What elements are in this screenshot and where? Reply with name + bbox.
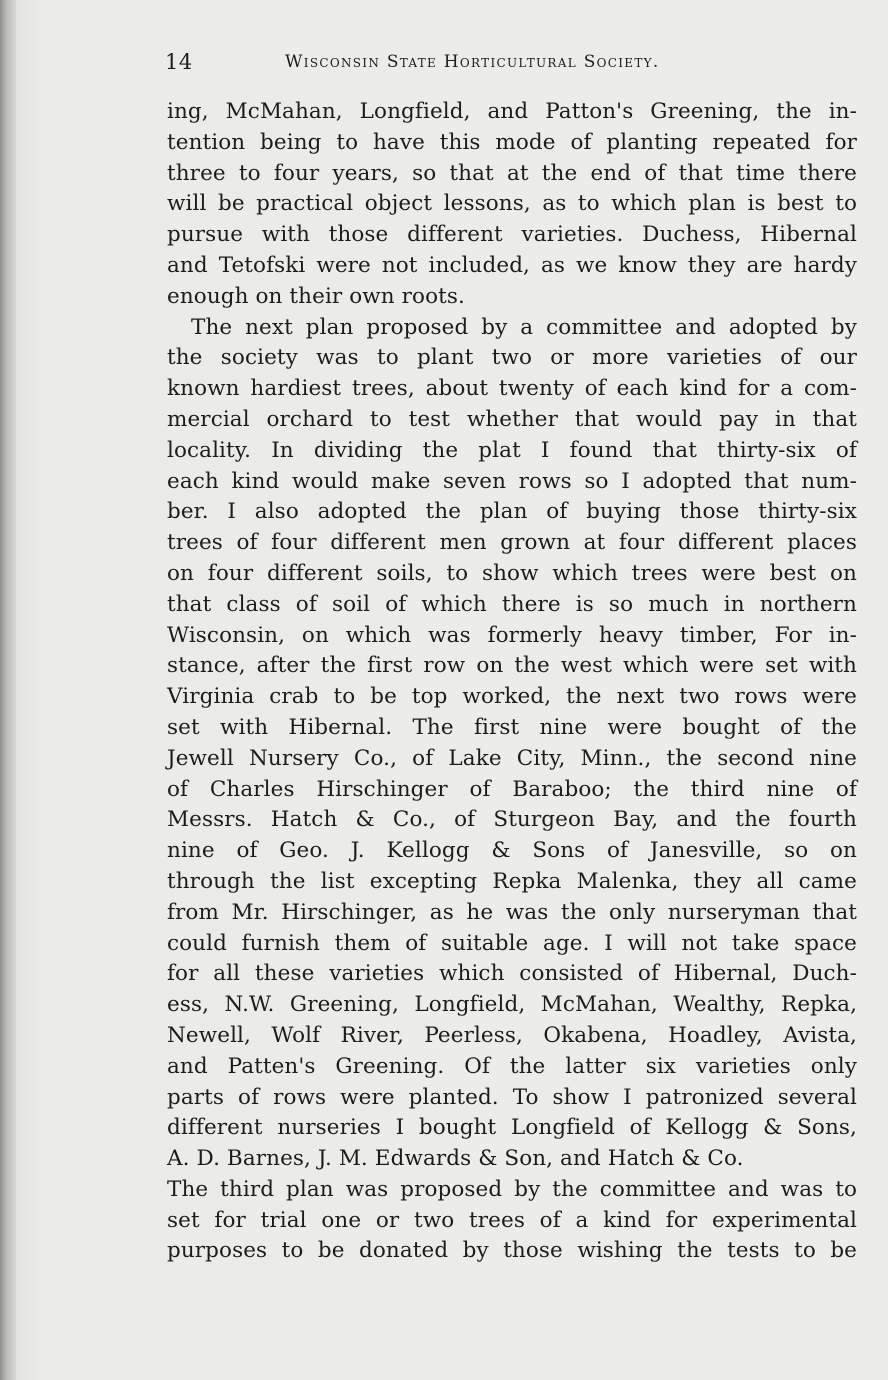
text-line: set with Hibernal. The first nine were bought of the <box>167 714 857 740</box>
text-line: Jewell Nursery Co., of Lake City, Minn., the second nine <box>167 745 857 771</box>
text-line: The third plan was proposed by the committee and was to <box>167 1176 857 1202</box>
text-line: nine of Geo. J. Kellogg & Sons of Janesville, so on <box>167 838 857 864</box>
text-line: Messrs. Hatch & Co., of Sturgeon Bay, and the fourth <box>167 807 857 833</box>
page-number: 14 <box>165 50 193 74</box>
text-line: through the list excepting Repka Malenka, they all came <box>167 868 857 894</box>
text-line: ing, McMahan, Longfield, and Patton's Greening, the in- <box>167 99 857 124</box>
text-line: pursue with those different varieties. Duchess, Hibernal <box>167 222 857 248</box>
text-line: trees of four different men grown at four different places <box>167 530 857 556</box>
text-line: and Tetofski were not included, as we know they are hardy <box>167 252 857 278</box>
page-header <box>165 50 745 80</box>
text-line: for all these varieties which consisted of Hibernal, Duch- <box>167 961 857 987</box>
text-line: purposes to be donated by those wishing the tests to be <box>167 1238 857 1264</box>
body-text <box>167 97 857 1267</box>
text-line: that class of soil of which there is so much in northern <box>167 591 857 617</box>
text-line: the society was to plant two or more varieties of our <box>167 345 857 371</box>
book-spine-edge <box>0 0 16 1380</box>
text-line: each kind would make seven rows so I adopted that num- <box>167 468 857 494</box>
text-line: three to four years, so that at the end of that time there <box>167 160 857 186</box>
text-line: parts of rows were planted. To show I patronized several <box>167 1084 857 1110</box>
text-line: Virginia crab to be top worked, the next two rows were <box>167 684 857 710</box>
text-line: known hardiest trees, about twenty of each kind for a com- <box>167 376 857 402</box>
text-line: locality. In dividing the plat I found that thirty-six of <box>167 437 857 463</box>
text-line: enough on their own roots. <box>167 283 465 309</box>
text-line: mercial orchard to test whether that would pay in that <box>167 406 857 432</box>
paragraph-start-line: The next plan proposed by a committee and adopted by <box>191 314 857 340</box>
text-line: from Mr. Hirschinger, as he was the only nurseryman that <box>167 899 857 925</box>
text-line: different nurseries I bought Longfield of Kellogg & Sons, <box>167 1115 857 1141</box>
text-line: on four different soils, to show which trees were best on <box>167 560 857 586</box>
text-line: of Charles Hirschinger of Baraboo; the third nine of <box>167 776 857 802</box>
text-line: could furnish them of suitable age. I will not take space <box>167 930 857 956</box>
text-line: stance, after the first row on the west which were set with <box>167 653 857 679</box>
text-line: ber. I also adopted the plan of buying those thirty-six <box>167 499 857 525</box>
text-line: Wisconsin, on which was formerly heavy timber, For in- <box>167 622 857 648</box>
text-line: set for trial one or two trees of a kind for experimental <box>167 1207 857 1233</box>
text-line: and Patten's Greening. Of the latter six varieties only <box>167 1053 857 1079</box>
text-line: A. D. Barnes, J. M. Edwards & Son, and Hatch & Co. <box>167 1146 744 1172</box>
text-line: ess, N.W. Greening, Longfield, McMahan, Wealthy, Repka, <box>167 992 857 1018</box>
text-line: tention being to have this mode of planting repeated for <box>167 129 857 155</box>
running-head: Wisconsin State Horticultural Society. <box>285 52 660 72</box>
text-line: will be practical object lessons, as to which plan is best to <box>167 191 857 217</box>
text-line: Newell, Wolf River, Peerless, Okabena, Hoadley, Avista, <box>167 1022 857 1048</box>
